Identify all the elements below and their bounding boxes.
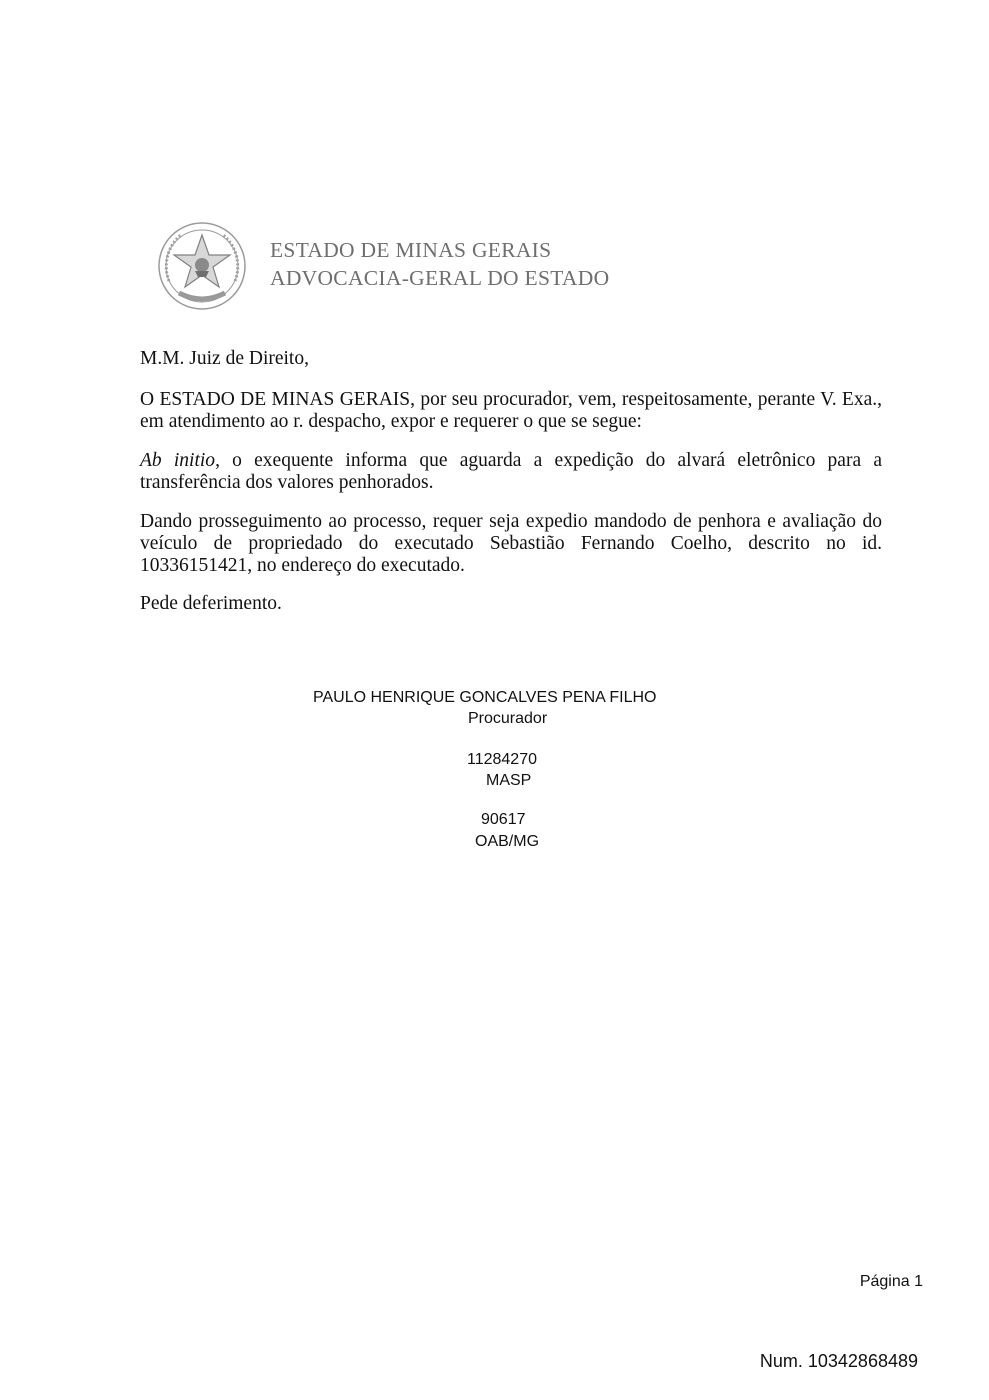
closing: Pede deferimento. [140, 593, 282, 614]
signer-role: Procurador [468, 710, 548, 727]
oab-number: 90617 [481, 811, 526, 828]
oab-label: OAB/MG [475, 833, 540, 850]
header-agency-name: ADVOCACIA-GERAL DO ESTADO [270, 266, 610, 290]
header-state-name: ESTADO DE MINAS GERAIS [270, 238, 552, 262]
paragraph-alvara-text: , o exequente informa que aguarda a expedição do alvará eletrônico para a transferência dos valores penhorados. [140, 450, 882, 493]
document-number: Num. 10342868489 [759, 1351, 918, 1371]
latin-phrase: Ab initio [140, 450, 216, 471]
paragraph-alvara [140, 450, 882, 494]
masp-label: MASP [486, 772, 532, 789]
greeting: M.M. Juiz de Direito, [140, 348, 309, 369]
header-titles [270, 236, 609, 292]
paragraph-intro: O ESTADO DE MINAS GERAIS, por seu procurador, vem, respeitosamente, perante V. Exa., em atendimento ao r. despacho, expor e requerer o que se segue: [140, 389, 882, 432]
paragraph-request: Dando prosseguimento ao processo, requer seja expedio mandodo de penhora e avaliação do veículo de propriedado do executado Sebastião Fernando Coelho, descrito no id. 10336151421, no endereço do executado. [140, 511, 882, 576]
signer-name: PAULO HENRIQUE GONCALVES PENA FILHO [313, 689, 657, 706]
minas-gerais-coat-of-arms-icon [157, 221, 247, 311]
page-number: Página 1 [859, 1273, 923, 1290]
masp-number: 11284270 [467, 751, 537, 768]
petition-body [140, 348, 882, 615]
